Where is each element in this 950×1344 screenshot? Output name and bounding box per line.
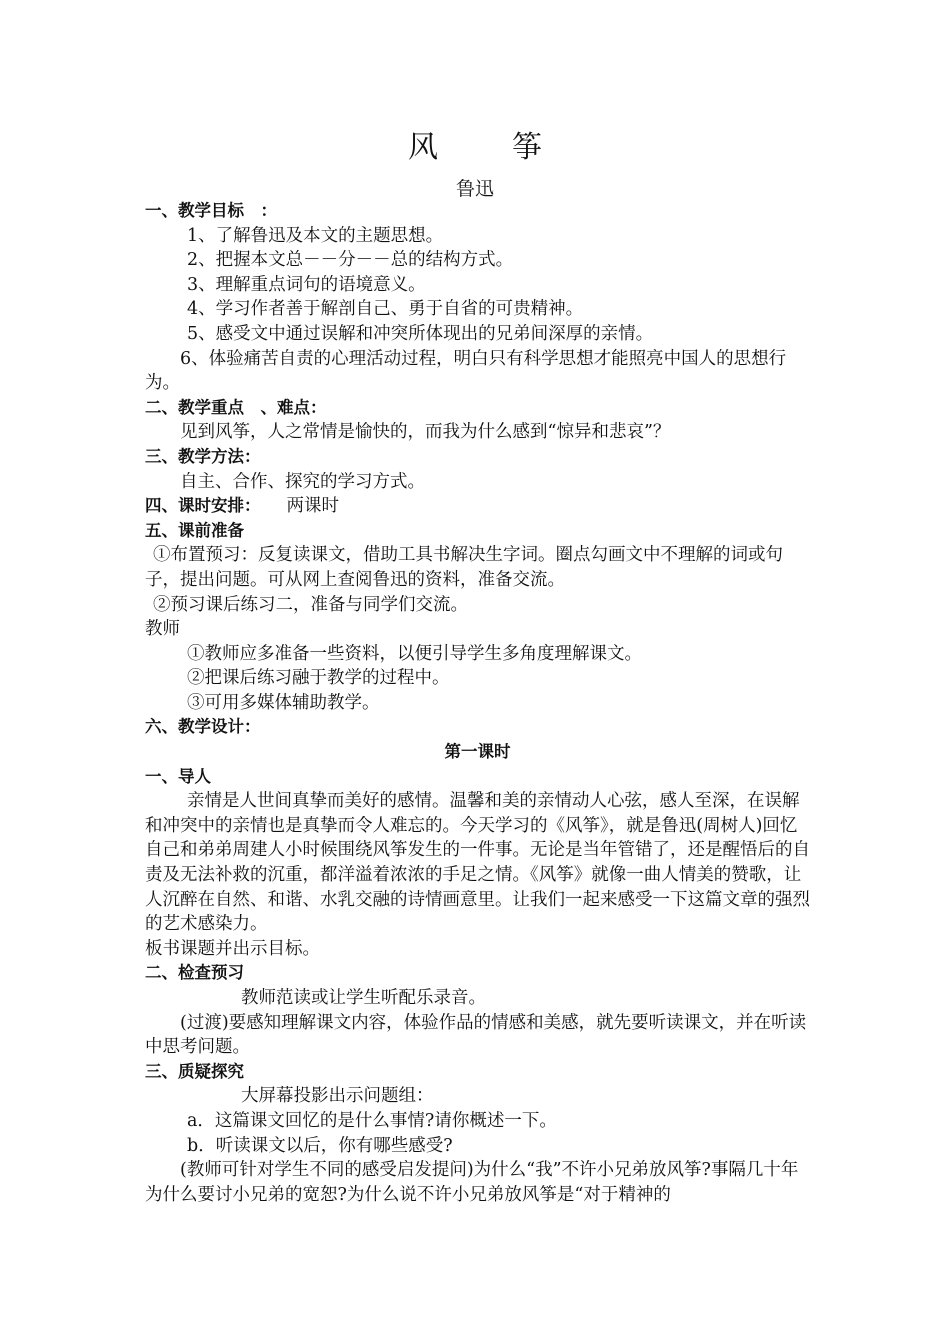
check-text: 教师范读或让学生听配乐录音。 <box>241 988 486 1008</box>
objective-item: 4、学习作者善于解剖自己、勇于自省的可贵精神。 <box>187 299 584 320</box>
student-prep-item: ②预习课后练习二，准备与同学们交流。 <box>153 594 468 615</box>
objective-item: 1、了解鲁迅及本文的主题思想。 <box>187 225 444 246</box>
key-points-text: 见到风筝，人之常情是愉快的，而我为什么感到“惊异和悲哀”？ <box>180 422 671 443</box>
student-prep-item: ①布置预习：反复读课文，借助工具书解决生字词。圈点勾画文中不理解的词或句子，提出问题。可从网上查阅鲁迅的资料，准备交流。 <box>145 545 783 590</box>
lecture-title: 第一课时 <box>444 742 511 762</box>
section-heading-schedule: 四、课时安排： <box>145 496 261 516</box>
question-b: b．听读课文以后，你有哪些感受? <box>187 1135 453 1156</box>
lesson-heading-inquiry: 三、质疑探究 <box>145 1061 244 1081</box>
lesson-heading-check: 二、检查预习 <box>145 963 244 983</box>
objective-item: 3、理解重点词句的语境意义。 <box>187 274 426 295</box>
schedule-line <box>145 494 810 519</box>
objective-item: 6、体验痛苦自责的心理活动过程，明白只有科学思想才能照亮中国人的思想行为。 <box>145 348 787 394</box>
board-text: 板书课题并出示目标。 <box>145 938 320 959</box>
section-heading-preparation: 五、课前准备 <box>145 520 244 540</box>
intro-paragraph: 亲情是人世间真挚而美好的感情。温馨和美的亲情动人心弦，感人至深，在误解和冲突中的亲情也是真挚而令人难忘的。今天学习的《风筝》，就是鲁迅(周树人)回忆自己和弟弟周建人小时候围绕风筝发生的一件事。无论是当年管错了，还是醒悟后的自责及无法补救的沉重，都洋溢着浓浓的手足之情。《风筝》就像一曲人情美的赞歌，让人沉醉在自然、和谐、水乳交融的诗情画意里。让我们一起来感受一下这篇文章的强烈的艺术感染力。 <box>145 791 810 935</box>
lesson-heading-intro: 一、导人 <box>145 766 211 786</box>
question-a: a．这篇课文回忆的是什么事情?请你概述一下。 <box>187 1110 557 1131</box>
section-heading-objectives: 一、教学目标 ： <box>145 201 277 220</box>
teacher-prep-item: ③可用多媒体辅助教学。 <box>187 692 380 713</box>
teacher-prep-item: ①教师应多准备一些资料，以便引导学生多角度理解课文。 <box>187 643 642 664</box>
teacher-label: 教师 <box>145 619 180 640</box>
section-heading-design: 六、教学设计： <box>145 717 261 737</box>
objective-item: 2、把握本文总－－分－－总的结构方式。 <box>187 250 514 271</box>
methods-text: 自主、合作、探究的学习方式。 <box>180 471 425 492</box>
document-author: 鲁迅 <box>455 178 494 200</box>
document-body <box>145 199 810 1207</box>
schedule-value: 两课时 <box>286 496 339 517</box>
document-title: 风 筝 <box>408 130 564 165</box>
inquiry-paragraph: (教师可针对学生不同的感受启发提问)为什么“我”不许小兄弟放风筝?事隔几十年为什么要讨小兄弟的宽恕?为什么说不许小兄弟放风筝是“对于精神的 <box>145 1160 799 1205</box>
teacher-prep-item: ②把课后练习融于教学的过程中。 <box>187 668 450 689</box>
section-heading-methods: 三、教学方法： <box>145 446 261 466</box>
section-heading-key-points: 二、教学重点 、难点： <box>145 397 327 417</box>
objective-item: 5、感受文中通过误解和冲突所体现出的兄弟间深厚的亲情。 <box>187 323 654 344</box>
inquiry-intro: 大屏幕投影出示问题组： <box>241 1086 434 1107</box>
transition-paragraph: (过渡)要感知理解课文内容，体验作品的情感和美感，就先要听读课文，并在听读中思考问题。 <box>145 1012 807 1058</box>
